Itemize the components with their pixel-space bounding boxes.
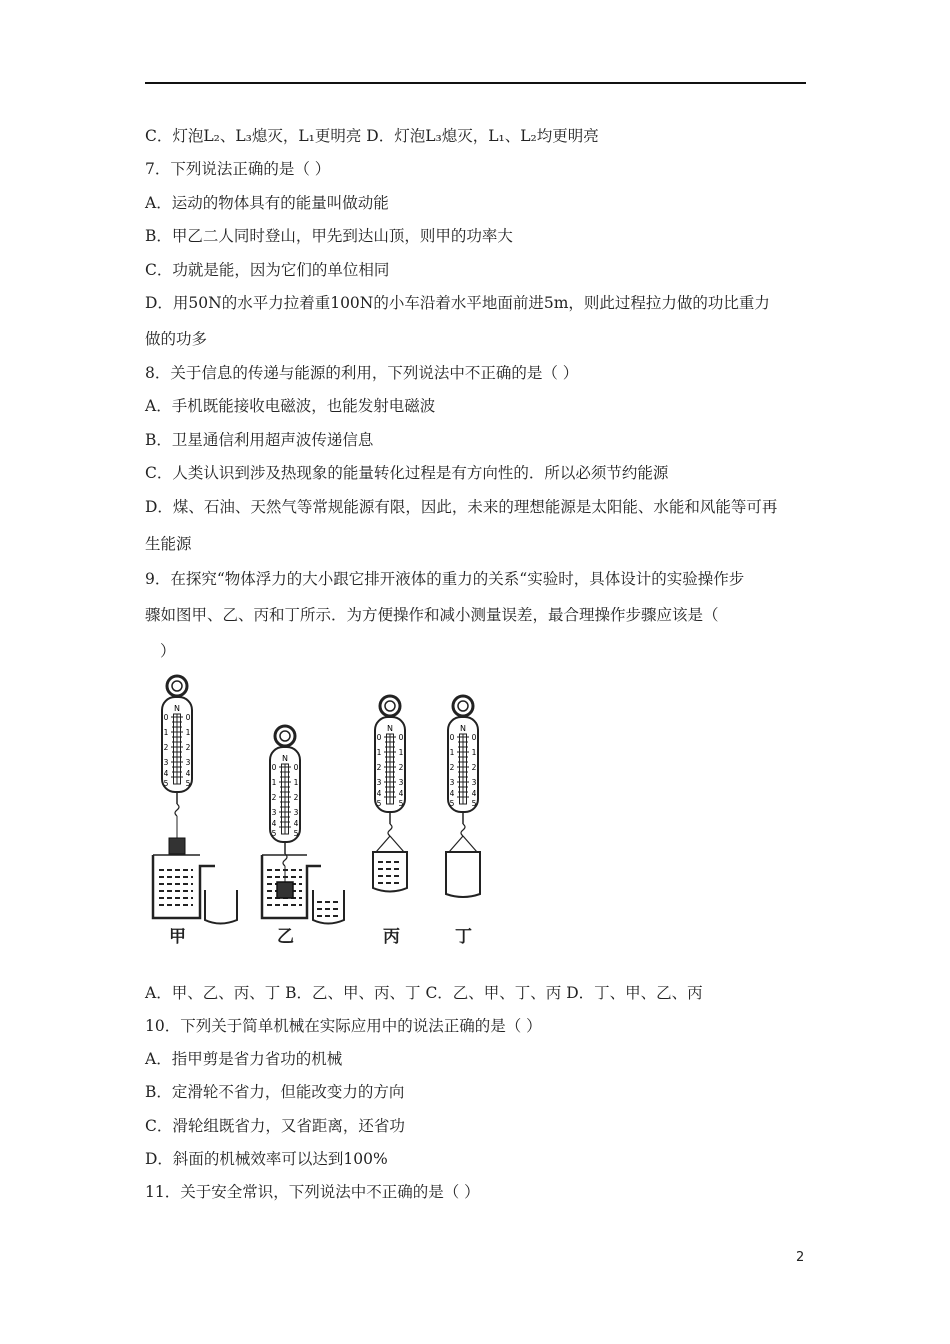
svg-text:2: 2	[163, 743, 169, 752]
spring-scale-bing	[373, 696, 407, 892]
svg-text:2: 2	[293, 793, 299, 802]
svg-text:0: 0	[398, 733, 404, 742]
svg-text:3: 3	[185, 758, 191, 767]
svg-text:1: 1	[376, 748, 382, 757]
question-10: 10．下列关于简单机械在实际应用中的说法正确的是（ ）	[145, 1017, 542, 1035]
buoyancy-experiment-figure	[145, 672, 500, 954]
svg-text:2: 2	[185, 743, 191, 752]
option-7d-cont: 做的功多	[145, 330, 208, 348]
svg-text:5: 5	[376, 799, 382, 808]
svg-text:1: 1	[449, 748, 455, 757]
svg-text:3: 3	[293, 808, 299, 817]
svg-text:4: 4	[376, 789, 382, 798]
svg-text:5: 5	[293, 829, 299, 838]
svg-text:4: 4	[185, 769, 191, 778]
question-9-cont: 骤如图甲、乙、丙和丁所示．为方便操作和减小测量误差，最合理操作步骤应该是（	[145, 606, 719, 624]
svg-text:4: 4	[163, 769, 169, 778]
svg-text:N: N	[282, 754, 288, 763]
svg-text:5: 5	[163, 779, 169, 788]
svg-text:0: 0	[293, 763, 299, 772]
svg-text:1: 1	[471, 748, 477, 757]
header-rule	[145, 82, 806, 84]
svg-text:3: 3	[376, 778, 382, 787]
svg-text:0: 0	[449, 733, 455, 742]
svg-text:0: 0	[185, 713, 191, 722]
option-8d: D．煤、石油、天然气等常规能源有限，因此，未来的理想能源是太阳能、水能和风能等可再	[145, 498, 778, 516]
svg-text:1: 1	[163, 728, 169, 737]
metal-block	[169, 838, 185, 854]
spring-scale-yi	[270, 726, 300, 882]
option-7a: A．运动的物体具有的能量叫做动能	[145, 194, 389, 212]
svg-text:4: 4	[449, 789, 455, 798]
svg-text:N: N	[460, 724, 466, 733]
submerged-block	[277, 882, 293, 898]
overflow-beaker-jia	[153, 855, 237, 924]
question-8: 8．关于信息的传递与能源的利用，下列说法中不正确的是（ ）	[145, 364, 579, 382]
svg-text:2: 2	[271, 793, 277, 802]
spring-scale-ding	[446, 696, 480, 897]
svg-text:1: 1	[398, 748, 404, 757]
option-7b: B．甲乙二人同时登山，甲先到达山顶，则甲的功率大	[145, 227, 513, 245]
svg-text:3: 3	[449, 778, 455, 787]
scale-unit: N	[174, 704, 180, 713]
svg-text:3: 3	[471, 778, 477, 787]
svg-text:5: 5	[185, 779, 191, 788]
label-yi: 乙	[277, 927, 294, 947]
question-9: 9．在探究“物体浮力的大小跟它排开液体的重力的关系“实验时，具体设计的实验操作步	[145, 570, 745, 588]
svg-text:4: 4	[293, 819, 299, 828]
option-7d: D．用50N的水平力拉着重100N的小车沿着水平地面前进5m，则此过程拉力做的功比重力	[145, 294, 770, 312]
svg-text:1: 1	[185, 728, 191, 737]
label-jia: 甲	[169, 927, 186, 947]
option-6c-6d: C．灯泡L₂、L₃熄灭，L₁更明亮 D．灯泡L₃熄灭，L₁、L₂均更明亮	[145, 127, 599, 145]
svg-text:N: N	[387, 724, 393, 733]
svg-text:0: 0	[376, 733, 382, 742]
question-9-options: A．甲、乙、丙、丁 B．乙、甲、丙、丁 C．乙、甲、丁、丙 D．丁、甲、乙、丙	[145, 984, 703, 1002]
question-11: 11．关于安全常识，下列说法中不正确的是（ ）	[145, 1183, 480, 1201]
spring-scale-jia	[162, 676, 192, 854]
overflow-beaker-yi	[262, 855, 344, 924]
option-8b: B．卫星通信利用超声波传递信息	[145, 431, 374, 449]
svg-text:1: 1	[293, 778, 299, 787]
svg-text:1: 1	[271, 778, 277, 787]
option-8c: C．人类认识到涉及热现象的能量转化过程是有方向性的．所以必须节约能源	[145, 464, 669, 482]
label-ding: 丁	[455, 927, 472, 947]
svg-text:0: 0	[271, 763, 277, 772]
svg-text:3: 3	[271, 808, 277, 817]
option-8d-cont: 生能源	[145, 535, 192, 553]
svg-text:2: 2	[449, 763, 455, 772]
option-8a: A．手机既能接收电磁波，也能发射电磁波	[145, 397, 436, 415]
svg-text:3: 3	[163, 758, 169, 767]
option-7c: C．功就是能，因为它们的单位相同	[145, 261, 390, 279]
svg-text:4: 4	[398, 789, 404, 798]
option-10c: C．滑轮组既省力，又省距离，还省功	[145, 1117, 405, 1135]
svg-text:2: 2	[376, 763, 382, 772]
svg-text:4: 4	[471, 789, 477, 798]
svg-text:5: 5	[471, 799, 477, 808]
svg-text:2: 2	[398, 763, 404, 772]
svg-text:5: 5	[449, 799, 455, 808]
option-10d: D．斜面的机械效率可以达到100%	[145, 1150, 388, 1168]
question-7: 7．下列说法正确的是（ ）	[145, 160, 331, 178]
question-9-paren: ）	[160, 642, 176, 660]
svg-text:0: 0	[163, 713, 169, 722]
label-bing: 丙	[383, 927, 400, 947]
svg-text:5: 5	[398, 799, 404, 808]
svg-text:5: 5	[271, 829, 277, 838]
option-10b: B．定滑轮不省力，但能改变力的方向	[145, 1083, 405, 1101]
svg-text:3: 3	[398, 778, 404, 787]
option-10a: A．指甲剪是省力省功的机械	[145, 1050, 343, 1068]
svg-text:4: 4	[271, 819, 277, 828]
svg-text:2: 2	[471, 763, 477, 772]
svg-text:0: 0	[471, 733, 477, 742]
page-number: 2	[796, 1250, 805, 1265]
